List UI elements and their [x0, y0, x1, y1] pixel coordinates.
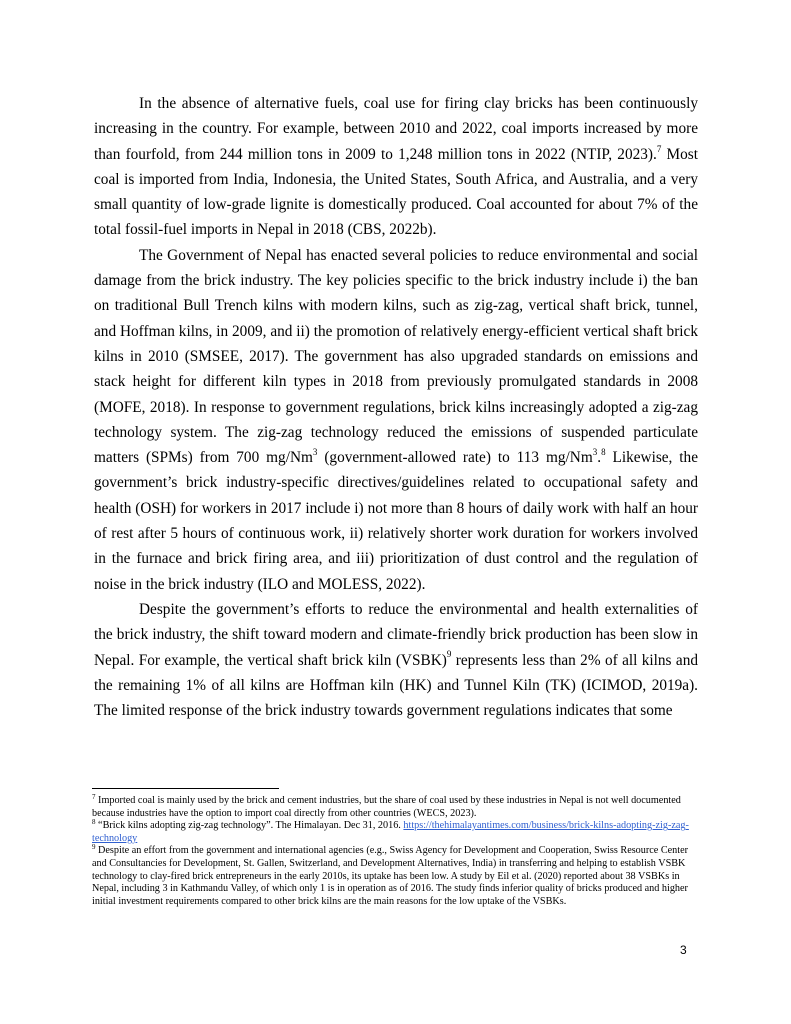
- page-number: 3: [680, 943, 687, 957]
- footnote-ref-7[interactable]: 7: [656, 143, 662, 154]
- paragraph-text: .: [597, 449, 602, 467]
- paragraph-slow-shift: [94, 597, 698, 723]
- footnote-text: Imported coal is mainly used by the brick and cement industries, but the share of coal used by these industries in Nepal is not well documented because industries have the option to import coal directly from other countries (WECS, 2023).: [92, 795, 681, 819]
- paragraph-coal-imports: [94, 91, 698, 243]
- footnote-ref-9[interactable]: 9: [446, 649, 452, 660]
- footnote-text: Despite an effort from the government and international agencies (e.g., Swiss Agency for Development and Cooperation, Swiss Resource Center and Consultancies for Development, St. Gallen, Switzerland, and Development Alternatives, India) in transferring and helping to establish VSBK technology to clay-fired brick entrepreneurs in the early 2010s, its uptake has been low. A study by Eil et al. (2020) reported about 38 VSBKs in Nepal, including 3 in Kathmandu Valley, of which only 1 is in operation as of 2016. The study finds inferior quality of bricks produced and higher initial investment requirements compared to other brick kilns are the main reasons for the low uptake of the VSBKs.: [92, 845, 689, 907]
- superscript-cubed: 3: [312, 447, 318, 458]
- footnote-number: 9: [92, 842, 96, 851]
- footnote-number: 7: [92, 792, 96, 801]
- paragraph-text: Most coal is imported from India, Indonesia, the United States, South Africa, and Australia, and a very small quantity of low-grade lignite is domestically produced. Coal accounted for about 7% of the total fossil-fuel imports in Nepal in 2018 (CBS, 2022b).: [94, 145, 698, 239]
- paragraph-text: The Government of Nepal has enacted several policies to reduce environmental and social damage from the brick industry. The key policies specific to the brick industry include i) the ban on traditional Bull Trench kilns with modern kilns, such as zig-zag, vertical shaft brick, tunnel, and Hoffman kilns, in 2009, and ii) the promotion of relatively energy-efficient vertical shaft brick kilns in 2010 (SMSEE, 2017). The government has also upgraded standards on emissions and stack height for different kiln types in 2018 from previously promulgated standards in 2008 (MOFE, 2018). In response to government regulations, brick kilns increasingly adopted a zig-zag technology system. The zig-zag technology reduced the emissions of suspended particulate matters (SPMs) from 700 mg/Nm: [94, 246, 698, 467]
- footnote-9: [92, 842, 700, 908]
- footnote-number: 8: [92, 817, 96, 826]
- body-text: [94, 91, 698, 723]
- paragraph-text: Likewise, the government’s brick industry-specific directives/guidelines related to occupational safety and health (OSH) for workers in 2017 include i) not more than 8 hours of daily work with half an hour of rest after 5 hours of continuous work, ii) relatively shorter work duration for workers involved in the furnace and brick firing area, and iii) prioritization of dust control and the regulation of noise in the brick industry (ILO and MOLESS, 2022).: [94, 449, 698, 593]
- paragraph-text: (government-allowed rate) to 113 mg/Nm: [317, 449, 593, 467]
- footnote-text: “Brick kilns adopting zig-zag technology”. The Himalayan. Dec 31, 2016.: [95, 820, 404, 832]
- footnote-7: [92, 792, 700, 820]
- paragraph-text: In the absence of alternative fuels, coal use for firing clay bricks has been continuously increasing in the country. For example, between 2010 and 2022, coal imports increased by more than fourfold, from 244 million tons in 2009 to 1,248 million tons in 2022 (NTIP, 2023).: [94, 95, 698, 163]
- superscript-cubed: 3: [592, 447, 598, 458]
- footnote-link[interactable]: https://thehimalayantimes.com/business/brick-kilns-adopting-zig-zag-technology: [92, 820, 689, 844]
- footnote-8: [92, 817, 700, 845]
- paragraph-text: Despite the government’s efforts to reduce the environmental and health externalities of the brick industry, the shift toward modern and climate-friendly brick production has been slow in Nepal. For example, the vertical shaft brick kiln (VSBK): [94, 600, 698, 669]
- paragraph-text: represents less than 2% of all kilns and the remaining 1% of all kilns are Hoffman kiln (HK) and Tunnel Kiln (TK) (ICIMOD, 2019a). The limited response of the brick industry towards government regulations indicates that some: [94, 651, 698, 720]
- footnotes: [92, 792, 700, 908]
- footnote-ref-8[interactable]: 8: [601, 447, 606, 458]
- footnote-separator: [92, 788, 279, 789]
- paragraph-government-policies: [94, 243, 698, 597]
